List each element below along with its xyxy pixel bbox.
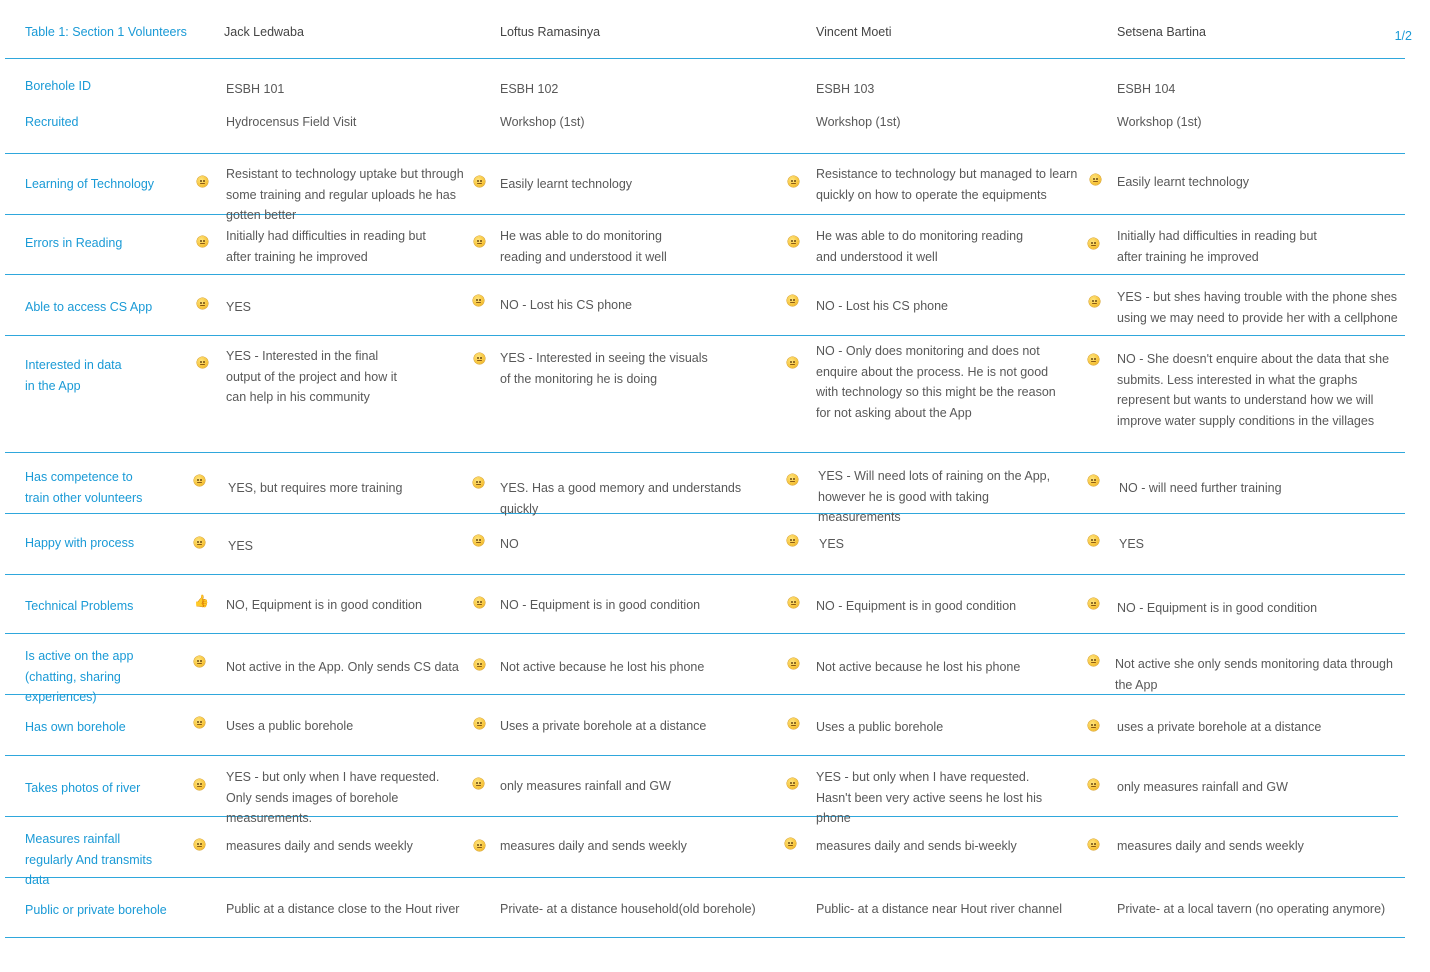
table-cell: ESBH 102 [500,82,559,96]
table-cell: Not active she only sends monitoring data through the App [1115,657,1393,692]
sad-icon [787,357,798,368]
row-label-technical-problems: Technical Problems [25,599,134,613]
table-cell: YES - Interested in the final output of the project and how it can help in his community [226,349,397,404]
volunteer-name-1: Jack Ledwaba [224,25,304,39]
smiley-icon [474,236,485,247]
row-label-able-to-access-cs-app: Able to access CS App [25,300,153,314]
smiley-icon [787,474,798,485]
table-cell: YES, but requires more training [228,481,403,495]
table-cell: Workshop (1st) [500,115,585,129]
row-divider [5,816,1398,817]
table-cell: Uses a public borehole [226,719,354,733]
table-cell: Initially had difficulties in reading but after training he improved [226,229,426,264]
table-title: Table 1: Section 1 Volunteers [25,25,187,39]
sad-icon [788,658,799,669]
table-cell: YES - but only when I have requested. Only sends images of borehole measurements. [226,770,440,825]
row-label-is-active-on-app: Is active on the app (chatting, sharing experiences) [25,649,134,704]
smiley-icon [474,597,485,608]
table-cell: Resistance to technology but managed to learn quickly on how to operate the equipments [816,167,1078,202]
sad-icon [473,295,484,306]
table-cell: measures daily and sends weekly [500,839,687,853]
table-cell: Easily learnt technology [500,177,633,191]
table-cell: YES - Will need lots of raining on the App, however he is good with taking measurements [818,469,1051,524]
row-divider [5,452,1405,453]
table-cell: Private- at a distance household(old borehole) [500,902,756,916]
smiley-icon [1090,174,1101,185]
table-cell: Initially had difficulties in reading but after training he improved [1117,229,1317,264]
table-cell: YES - but only when I have requested. Hasn't been very active seens he lost his phone [816,770,1043,825]
smiley-icon [474,718,485,729]
smiley-icon [194,839,205,850]
row-label-borehole-id: Borehole ID [25,79,92,93]
table-cell: Public at a distance close to the Hout river [226,902,460,916]
smiley-icon [474,176,485,187]
table-cell: Not active because he lost his phone [816,660,1021,674]
smiley-icon [1088,238,1099,249]
table-cell: Uses a private borehole at a distance [500,719,707,733]
smiley-icon [788,718,799,729]
row-divider [5,274,1405,275]
smiley-icon [197,357,208,368]
row-divider [5,755,1405,756]
table-cell: measures daily and sends bi-weekly [816,839,1017,853]
table-cell: NO - Lost his CS phone [816,299,949,313]
smiley-icon [194,779,205,790]
smiley-icon [194,475,205,486]
table-cell: YES [228,539,254,553]
table-cell: uses a private borehole at a distance [1117,720,1322,734]
sad-icon [194,717,205,728]
smiley-icon [788,236,799,247]
table-cell: NO [500,537,519,551]
table-cell: YES [1119,537,1145,551]
table-cell: measures daily and sends weekly [226,839,413,853]
table-cell: Uses a public borehole [816,720,944,734]
sad-icon [787,295,798,306]
table-cell: ESBH 104 [1117,82,1176,96]
sad-icon [474,659,485,670]
sad-icon [473,535,484,546]
smiley-icon [785,838,796,849]
row-label-happy-with-process: Happy with process [25,536,135,550]
row-label-interested-in-data: Interested in data in the App [25,358,122,393]
table-cell: measures daily and sends weekly [1117,839,1304,853]
table-cell: NO - Equipment is in good condition [1117,601,1318,615]
row-divider [5,633,1405,634]
row-label-errors-in-reading: Errors in Reading [25,236,123,250]
smiley-icon [787,535,798,546]
smiley-icon [1088,535,1099,546]
row-divider [5,58,1405,59]
smiley-icon [473,477,484,488]
table-cell: NO, Equipment is in good condition [226,598,422,612]
smiley-icon [474,840,485,851]
row-label-takes-photos-of-river: Takes photos of river [25,781,141,795]
row-divider [5,574,1405,575]
table-cell: Resistant to technology uptake but through some training and regular uploads he has gotten better [226,167,464,222]
table-cell: Workshop (1st) [1117,115,1202,129]
table-cell: NO - Lost his CS phone [500,298,633,312]
table-cell: YES [819,537,845,551]
volunteer-name-2: Loftus Ramasinya [500,25,601,39]
table-cell: Easily learnt technology [1117,175,1250,189]
table-cell: NO - will need further training [1119,481,1282,495]
table-cell: He was able to do monitoring reading and understood it well [816,229,1024,264]
table-cell: YES - Interested in seeing the visuals of the monitoring he is doing [500,351,708,386]
smiley-icon [474,353,485,364]
row-label-recruited: Recruited [25,115,79,129]
smiley-icon [197,176,208,187]
smiley-icon [1088,655,1099,666]
volunteer-name-4: Setsena Bartina [1117,25,1206,39]
thinking-icon [1088,354,1099,365]
smiley-icon [788,176,799,187]
table-cell: Public- at a distance near Hout river channel [816,902,1062,916]
table-cell: YES - but shes having trouble with the phone shes using we may need to provide her with a cellphone [1117,290,1398,325]
table-cell: Not active because he lost his phone [500,660,705,674]
row-label-has-own-borehole: Has own borehole [25,720,126,734]
thumbs-up-icon: 👍 [194,594,209,608]
row-divider [5,153,1405,154]
sad-icon [194,656,205,667]
table-cell: Not active in the App. Only sends CS data [226,660,459,674]
smiley-icon [1088,598,1099,609]
row-label-measures-rainfall: Measures rainfall regularly And transmits data [25,832,153,887]
page-indicator: 1/2 [1394,29,1412,43]
table-cell: NO - Equipment is in good condition [816,599,1017,613]
row-label-has-competence-to-train: Has competence to train other volunteers [25,470,143,505]
smiley-icon [788,597,799,608]
sad-icon [1088,779,1099,790]
table-cell: ESBH 103 [816,82,875,96]
table-cell: only measures rainfall and GW [500,779,671,793]
table-cell: NO - Only does monitoring and does not enquire about the process. He is not good with technology so this might be the reason for not asking about the App [816,344,1056,420]
table-cell: He was able to do monitoring reading and understood it well [500,229,667,264]
smiley-icon [197,298,208,309]
table-cell: Workshop (1st) [816,115,901,129]
volunteer-name-3: Vincent Moeti [816,25,892,39]
row-label-public-or-private-borehole: Public or private borehole [25,903,167,917]
row-divider [5,214,1405,215]
row-divider [5,877,1405,878]
smiley-icon [1089,296,1100,307]
table-cell: Hydrocensus Field Visit [226,115,357,129]
row-divider [5,335,1405,336]
table-cell: ESBH 101 [226,82,285,96]
smiley-icon [1088,475,1099,486]
row-label-learning-of-technology: Learning of Technology [25,177,155,191]
table-cell: YES. Has a good memory and understands quickly [500,481,742,516]
table-cell: only measures rainfall and GW [1117,780,1288,794]
smiley-icon [1088,839,1099,850]
sad-icon [787,778,798,789]
smiley-icon [194,537,205,548]
smiley-icon [1088,720,1099,731]
table-cell: YES [226,300,252,314]
table-cell: NO - She doesn't enquire about the data that she submits. Less interested in what the graphs represent but wants to understand how we will improve water supply conditions in the villages [1117,352,1390,428]
table-cell: Private- at a local tavern (no operating anymore) [1117,902,1386,916]
row-divider [5,937,1405,938]
smiley-icon [197,236,208,247]
sad-icon [473,778,484,789]
table-cell: NO - Equipment is in good condition [500,598,701,612]
